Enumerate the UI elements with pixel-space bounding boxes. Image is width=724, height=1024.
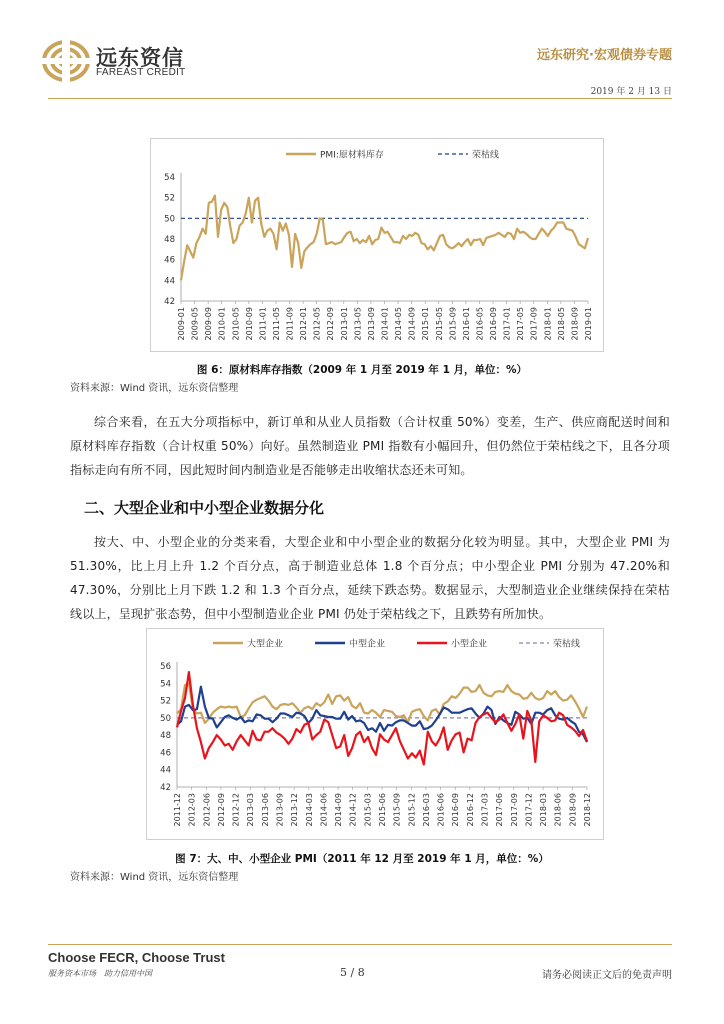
x-tick-label-0: 2009-01 [177, 307, 186, 341]
y-tick-label-4: 50 [160, 713, 171, 724]
x-tick-label-5: 2013-03 [246, 793, 256, 827]
disclaimer-notice: 请务必阅读正文后的免责声明 [542, 970, 672, 981]
logo-english: FAREAST CREDIT [96, 67, 186, 78]
x-tick-label-2: 2012-06 [202, 793, 212, 827]
x-tick-label-7: 2011-05 [271, 307, 281, 341]
legend-label-1: 中型企业 [349, 639, 386, 650]
x-tick-label-23: 2017-09 [509, 793, 519, 827]
x-tick-label-17: 2016-03 [421, 793, 431, 827]
report-series-title: 远东研究·宏观债券专题 [537, 48, 672, 63]
footer-subslogan: 服务资本市场 助力信用中国 [48, 969, 152, 978]
x-tick-label-20: 2015-09 [448, 307, 458, 341]
legend-label-0: 大型企业 [247, 639, 284, 650]
x-tick-label-24: 2017-12 [524, 793, 534, 827]
figure6-caption: 图 6：原材料库存指数（2009 年 1 月至 2019 年 1 月，单位：%） [196, 364, 528, 376]
x-tick-label-4: 2010-05 [231, 307, 241, 341]
x-tick-label-26: 2018-06 [553, 793, 563, 827]
x-tick-label-28: 2018-12 [583, 793, 592, 827]
legend-label-0: PMI:原材料库存 [320, 150, 384, 161]
x-tick-label-14: 2013-09 [366, 307, 376, 341]
x-tick-label-24: 2017-01 [502, 307, 512, 341]
x-tick-label-11: 2012-09 [326, 307, 336, 341]
x-tick-label-22: 2016-05 [475, 307, 485, 341]
x-tick-label-9: 2014-03 [304, 793, 314, 827]
x-tick-label-28: 2018-05 [556, 307, 566, 341]
logo-name: 远东资信 [96, 46, 184, 70]
y-tick-label-2: 46 [164, 255, 175, 266]
x-tick-label-15: 2015-09 [392, 793, 402, 827]
x-tick-label-1: 2009-05 [190, 307, 200, 341]
header-divider [48, 98, 672, 99]
figure6-chart [151, 139, 603, 351]
footer-slogan: Choose FECR, Choose Trust [48, 950, 225, 965]
x-tick-label-26: 2017-09 [529, 307, 539, 341]
section-2-heading: 二、大型企业和中小型企业数据分化 [84, 499, 325, 517]
y-tick-label-3: 48 [164, 235, 175, 245]
x-tick-label-16: 2014-05 [394, 307, 404, 341]
figure7-caption: 图 7：大、中、小型企业 PMI（2011 年 12 月至 2019 年 1 月，单位：%） [175, 853, 549, 865]
x-tick-label-11: 2014-09 [334, 793, 344, 827]
report-date: 2019 年 2 月 13 日 [590, 87, 672, 97]
x-tick-label-9: 2012-01 [299, 307, 309, 341]
x-tick-label-10: 2014-06 [319, 793, 329, 827]
y-tick-label-0: 42 [164, 297, 175, 307]
x-tick-label-3: 2012-09 [216, 793, 226, 827]
y-tick-label-1: 44 [160, 765, 171, 776]
x-tick-label-20: 2016-12 [465, 793, 475, 827]
figure6-chart-frame [150, 138, 604, 352]
x-tick-label-12: 2014-12 [348, 793, 358, 827]
footer-divider [48, 944, 672, 945]
y-tick-label-5: 52 [164, 193, 175, 204]
x-tick-label-13: 2013-05 [353, 307, 363, 341]
figure6-source: 资料来源：Wind 资讯，远东资信整理 [70, 383, 239, 394]
x-tick-label-17: 2014-09 [407, 307, 417, 341]
legend-label-3: 荣枯线 [553, 639, 581, 650]
x-tick-label-10: 2012-05 [312, 307, 322, 341]
x-tick-label-27: 2018-09 [568, 793, 578, 827]
figure7-source: 资料来源：Wind 资讯，远东资信整理 [70, 872, 239, 883]
y-tick-label-4: 50 [164, 214, 175, 225]
series-line-0 [181, 196, 588, 281]
x-tick-label-6: 2011-01 [258, 307, 268, 341]
figure7-chart [147, 629, 603, 839]
y-tick-label-6: 54 [160, 679, 171, 690]
legend-label-2: 小型企业 [451, 639, 488, 650]
x-tick-label-18: 2015-01 [421, 307, 431, 341]
x-tick-label-19: 2015-05 [434, 307, 444, 341]
y-tick-label-5: 52 [160, 696, 171, 707]
x-tick-label-8: 2011-09 [285, 307, 295, 341]
x-tick-label-21: 2016-01 [461, 307, 471, 341]
x-tick-label-8: 2013-12 [290, 793, 300, 827]
x-tick-label-13: 2015-03 [363, 793, 373, 827]
paragraph-enterprise-size: 按大、中、小型企业的分类来看，大型企业和中小型企业的数据分化较为明显。其中，大型企业 PMI 为 51.30%，比上月上升 1.2 个百分点，高于制造业总体 1.8 个百分点；中小型企业 PMI 分别为 47.20%和 47.30%，分别比上月下跌 1.2 和 1.3 个百分点，延续下跌态势。数据显示，大型制造业企业继续保持在荣枯线以上，呈现扩张态势，但中小型制造业企业 PMI 仍处于荣枯线之下，且跌势有所加快。 [70, 535, 670, 621]
x-tick-label-18: 2016-06 [436, 793, 446, 827]
x-tick-label-27: 2018-01 [543, 307, 553, 341]
x-tick-label-30: 2019-01 [584, 307, 593, 341]
x-tick-label-4: 2012-12 [231, 793, 241, 827]
y-tick-label-6: 54 [164, 173, 175, 183]
x-tick-label-3: 2010-01 [217, 307, 227, 341]
x-tick-label-6: 2013-06 [260, 793, 270, 827]
x-tick-label-1: 2012-03 [187, 793, 197, 827]
x-tick-label-25: 2018-03 [539, 793, 549, 827]
y-tick-label-3: 48 [160, 731, 171, 742]
company-logo [40, 38, 92, 84]
x-tick-label-22: 2017-06 [495, 793, 505, 827]
x-tick-label-16: 2015-12 [407, 793, 417, 827]
x-tick-label-12: 2013-01 [339, 307, 349, 341]
y-tick-label-1: 44 [164, 276, 175, 287]
paragraph-summary: 综合来看，在五大分项指标中，新订单和从业人员指数（合计权重 50%）变差，生产、供应商配送时间和原材料库存指数（合计权重 50%）向好。虽然制造业 PMI 指数有小幅回升，但仍然位于荣枯线之下，且各分项指标走向有所不同，因此短时间内制造业是否能够走出收缩状态还未可知。 [70, 415, 670, 477]
x-tick-label-15: 2014-01 [380, 307, 390, 341]
x-tick-label-7: 2013-09 [275, 793, 285, 827]
x-tick-label-2: 2009-09 [204, 307, 214, 341]
x-tick-label-29: 2018-09 [570, 307, 580, 341]
x-tick-label-5: 2010-09 [244, 307, 254, 341]
x-tick-label-23: 2016-09 [489, 307, 499, 341]
y-tick-label-0: 42 [160, 783, 171, 793]
figure7-chart-frame [146, 628, 604, 840]
x-tick-label-0: 2011-12 [173, 793, 182, 827]
x-tick-label-19: 2016-09 [451, 793, 461, 827]
legend-label-1: 荣枯线 [472, 150, 500, 161]
x-tick-label-21: 2017-03 [480, 793, 490, 827]
page-number: 5 / 8 [340, 966, 365, 979]
y-tick-label-7: 56 [160, 662, 171, 672]
x-tick-label-14: 2015-06 [378, 793, 387, 827]
x-tick-label-25: 2017-05 [516, 307, 526, 341]
y-tick-label-2: 46 [160, 748, 171, 759]
